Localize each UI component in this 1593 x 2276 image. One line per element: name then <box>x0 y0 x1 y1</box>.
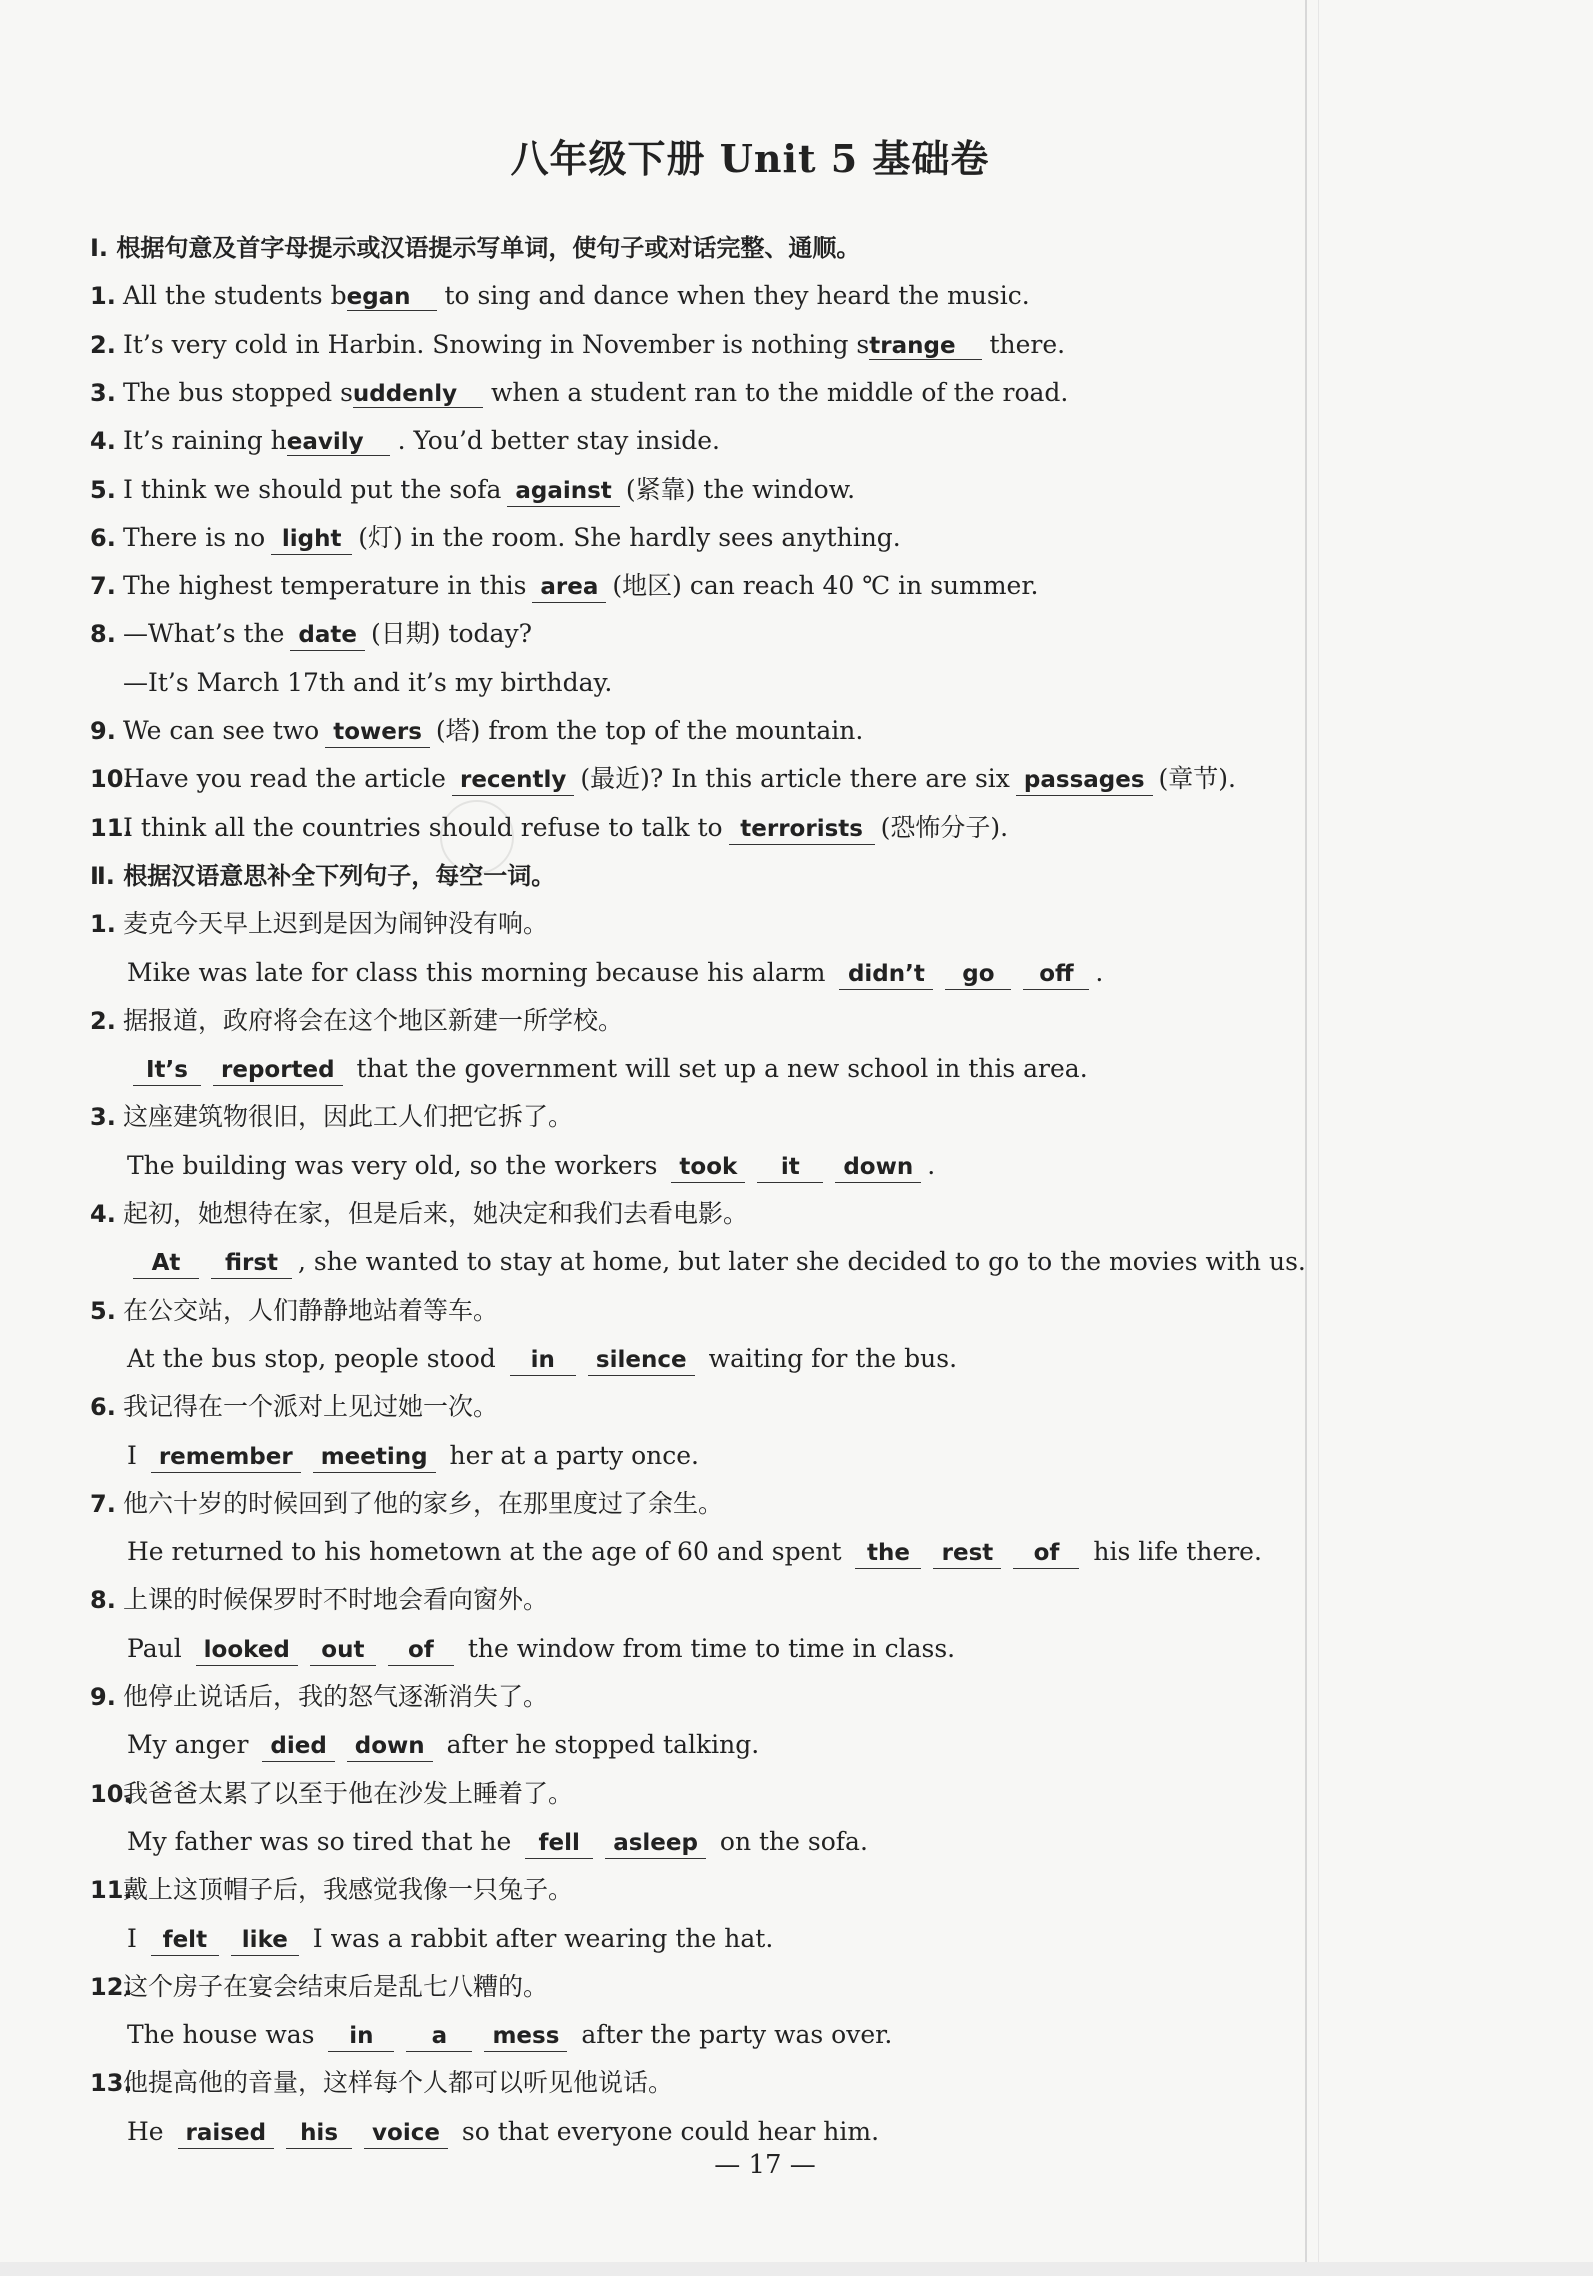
question-number: 6. <box>90 523 116 552</box>
page-bottom-edge <box>0 2262 1593 2276</box>
english-sentence: The building was very old, so the workers took it down . <box>127 1146 935 1186</box>
chinese-prompt: 我爸爸太累了以至于他在沙发上睡着了。 <box>123 1778 574 1808</box>
question-number: 1. <box>90 282 116 311</box>
answer-blank: rest <box>933 1538 1001 1569</box>
answer-blank: a <box>406 2021 472 2052</box>
answer-blank: against <box>507 476 619 507</box>
answer-blank: the <box>855 1538 921 1569</box>
chinese-prompt: 上课的时候保罗时不时地会看向窗外。 <box>123 1585 549 1615</box>
answer-blank: felt <box>151 1925 219 1956</box>
answer-blank: egan <box>347 284 437 311</box>
answer-blank: light <box>271 524 352 555</box>
english-sentence: My father was so tired that he fell asleep on the sofa. <box>127 1822 868 1862</box>
question-number: 1. <box>90 910 116 939</box>
chinese-prompt: 在公交站，人们静静地站着等车。 <box>123 1295 499 1325</box>
answer-blank: remember <box>151 1442 301 1473</box>
question-number: 11. <box>90 813 133 842</box>
answer-blank: meeting <box>313 1442 436 1473</box>
chinese-prompt: 他提高他的音量，这样每个人都可以听见他说话。 <box>123 2068 674 2098</box>
english-sentence: I remember meeting her at a party once. <box>127 1436 699 1476</box>
answer-blank: uddenly <box>353 381 483 408</box>
page-number: — 17 — <box>714 2150 816 2180</box>
question-text: I think we should put the sofa against (紧靠) the window. <box>123 470 855 510</box>
english-sentence: My anger died down after he stopped talking. <box>127 1725 759 1765</box>
english-sentence: He returned to his hometown at the age of 60 and spent the rest of his life there. <box>127 1532 1262 1572</box>
answer-blank: took <box>671 1152 745 1183</box>
answer-blank: in <box>328 2021 394 2052</box>
question-number: 5. <box>90 475 116 504</box>
answer-blank: in <box>510 1345 576 1376</box>
answer-blank: trange <box>869 333 981 360</box>
chinese-prompt: 据报道，政府将会在这个地区新建一所学校。 <box>123 1005 624 1035</box>
question-text: The highest temperature in this area (地区) can reach 40 ℃ in summer. <box>123 566 1039 606</box>
answer-blank: down <box>347 1731 433 1762</box>
english-sentence: The house was in a mess after the party was over. <box>127 2015 892 2055</box>
answer-blank: down <box>835 1152 921 1183</box>
question-number: 11. <box>90 1876 133 1905</box>
answer-blank: mess <box>484 2021 567 2052</box>
chinese-prompt: 麦克今天早上迟到是因为闹钟没有响。 <box>123 909 549 939</box>
english-sentence: It’s reported that the government will set up a new school in this area. <box>127 1049 1088 1089</box>
english-sentence: Mike was late for class this morning because his alarm didn’t go off . <box>127 953 1103 993</box>
chinese-prompt: 这座建筑物很旧，因此工人们把它拆了。 <box>123 1102 574 1132</box>
question-number: 2. <box>90 1006 116 1035</box>
question-number: 4. <box>90 1200 116 1228</box>
page-title: 八年级下册 Unit 5 基础卷 <box>510 136 990 181</box>
question-number: 8. <box>90 620 116 649</box>
question-text: We can see two towers (塔) from the top of the mountain. <box>123 711 863 751</box>
answer-blank: of <box>1013 1538 1079 1569</box>
question-number: 12. <box>90 1972 133 2001</box>
answer-blank: asleep <box>605 1828 706 1859</box>
chinese-prompt: 我记得在一个派对上见过她一次。 <box>123 1392 499 1422</box>
question-number: 7. <box>90 1489 116 1518</box>
answer-blank: area <box>532 572 606 603</box>
question-number: 9. <box>90 1683 116 1711</box>
english-sentence: I felt like I was a rabbit after wearing the hat. <box>127 1919 773 1959</box>
answer-blank: recently <box>452 765 574 796</box>
answer-blank: terrorists <box>729 814 875 845</box>
answer-blank: didn’t <box>839 959 933 990</box>
section-heading: Ⅰ. 根据句意及首字母提示或汉语提示写单词，使句子或对话完整、通顺。 <box>90 234 861 262</box>
english-sentence: Paul looked out of the window from time to time in class. <box>127 1629 955 1669</box>
question-text: —What’s the date (日期) today? <box>123 614 532 654</box>
question-number: 2. <box>90 330 116 359</box>
answer-blank: raised <box>178 2118 275 2149</box>
question-text: It’s raining heavily . You’d better stay inside. <box>123 426 720 456</box>
answer-blank: first <box>211 1248 292 1279</box>
chinese-prompt: 他六十岁的时候回到了他的家乡，在那里度过了余生。 <box>123 1488 724 1518</box>
answer-blank: off <box>1023 959 1089 990</box>
question-number: 7. <box>90 572 116 601</box>
answer-blank: died <box>262 1731 334 1762</box>
chinese-prompt: 他停止说话后，我的怒气逐渐消失了。 <box>123 1682 549 1711</box>
answer-blank: like <box>231 1925 299 1956</box>
question-number: 10. <box>90 1779 133 1808</box>
question-number: 5. <box>90 1296 116 1325</box>
answer-blank: eavily <box>287 429 390 456</box>
question-text: It’s very cold in Harbin. Snowing in November is nothing strange there. <box>123 329 1066 359</box>
answer-blank: voice <box>364 2118 448 2149</box>
answer-blank: silence <box>588 1345 695 1376</box>
answer-blank: It’s <box>133 1055 201 1086</box>
english-sentence: At the bus stop, people stood in silence waiting for the bus. <box>127 1339 957 1379</box>
question-number: 6. <box>90 1393 116 1422</box>
answer-blank: looked <box>196 1635 298 1666</box>
question-text: Have you read the article recently (最近)? In this article there are six passages (章节). <box>123 759 1236 799</box>
question-number: 13. <box>90 2069 133 2098</box>
question-number: 9. <box>90 717 116 745</box>
question-text: There is no light (灯) in the room. She hardly sees anything. <box>123 518 901 558</box>
section-heading: Ⅱ. 根据汉语意思补全下列句子，每空一词。 <box>90 861 556 890</box>
question-text: I think all the countries should refuse to talk to terrorists (恐怖分子). <box>123 808 1008 848</box>
question-number: 4. <box>90 427 116 456</box>
page-edge <box>1318 0 1319 2276</box>
dialogue-line: —It’s March 17th and it’s my birthday. <box>123 667 613 697</box>
answer-blank: it <box>757 1152 823 1183</box>
answer-blank: At <box>133 1248 199 1279</box>
chinese-prompt: 戴上这顶帽子后，我感觉我像一只兔子。 <box>123 1875 574 1905</box>
answer-blank: passages <box>1016 765 1153 796</box>
page-edge <box>1305 0 1307 2276</box>
question-text: The bus stopped suddenly when a student ran to the middle of the road. <box>123 377 1069 407</box>
answer-blank: his <box>286 2118 352 2149</box>
english-sentence: At first , she wanted to stay at home, but later she decided to go to the movies with us. <box>127 1242 1306 1282</box>
question-number: 3. <box>90 1103 116 1132</box>
english-sentence: He raised his voice so that everyone could hear him. <box>127 2112 879 2152</box>
answer-blank: of <box>388 1635 454 1666</box>
answer-blank: out <box>310 1635 376 1666</box>
question-text: All the students began to sing and dance when they heard the music. <box>123 281 1030 311</box>
answer-blank: towers <box>325 717 430 748</box>
answer-blank: fell <box>525 1828 593 1859</box>
question-number: 10. <box>90 765 133 794</box>
question-number: 8. <box>90 1586 116 1615</box>
chinese-prompt: 起初，她想待在家，但是后来，她决定和我们去看电影。 <box>123 1199 749 1228</box>
question-number: 3. <box>90 378 116 407</box>
chinese-prompt: 这个房子在宴会结束后是乱七八糟的。 <box>123 1971 549 2001</box>
answer-blank: go <box>945 959 1011 990</box>
answer-blank: reported <box>213 1055 343 1086</box>
answer-blank: date <box>290 620 365 651</box>
